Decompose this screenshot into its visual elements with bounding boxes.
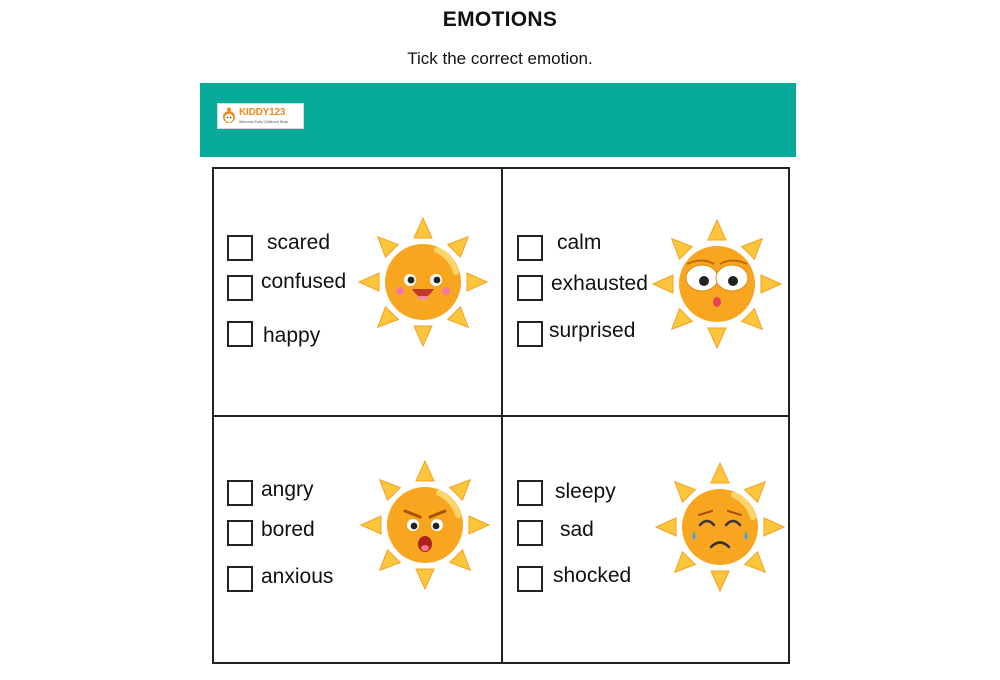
tick-checkbox[interactable] (227, 275, 253, 301)
option-label: happy (263, 324, 321, 347)
emotion-panel-3 (214, 417, 501, 663)
sad-sun-icon (655, 462, 785, 592)
tick-checkbox[interactable] (227, 321, 253, 347)
tick-checkbox[interactable] (517, 235, 543, 261)
header-banner (200, 83, 796, 157)
option-label: scared (267, 231, 331, 254)
angry-sun-icon (360, 460, 490, 590)
option-label: anxious (261, 565, 334, 588)
emotion-panel-1 (214, 169, 501, 415)
option-label: bored (261, 518, 315, 541)
worksheet-instruction: Tick the correct emotion. (407, 49, 593, 68)
tick-checkbox[interactable] (517, 321, 543, 347)
option-label: sad (560, 518, 594, 541)
option-label: shocked (553, 564, 632, 587)
tick-checkbox[interactable] (517, 275, 543, 301)
tick-checkbox[interactable] (227, 480, 253, 506)
option-label: exhausted (551, 272, 648, 295)
kiddy123-logo (217, 103, 304, 129)
option-label: sleepy (555, 480, 616, 503)
emotion-panel-4 (503, 417, 790, 663)
option-label: confused (261, 270, 347, 293)
tick-checkbox[interactable] (227, 520, 253, 546)
tick-checkbox[interactable] (517, 520, 543, 546)
option-label: angry (261, 478, 314, 501)
emotion-grid (212, 167, 790, 664)
kid-face-icon (221, 107, 237, 125)
logo-tagline: Welcome Early Childhood Brain (239, 120, 289, 124)
worksheet-title: EMOTIONS (442, 8, 558, 31)
tick-checkbox[interactable] (227, 235, 253, 261)
option-label: calm (557, 231, 602, 254)
emotion-panel-2 (503, 169, 790, 415)
logo-wordmark: KIDDY123 (239, 107, 286, 118)
tick-checkbox[interactable] (517, 566, 543, 592)
tick-checkbox[interactable] (227, 566, 253, 592)
option-label: surprised (549, 319, 636, 342)
happy-sun-icon (358, 217, 488, 347)
surprised-sun-icon (652, 219, 782, 349)
tick-checkbox[interactable] (517, 480, 543, 506)
